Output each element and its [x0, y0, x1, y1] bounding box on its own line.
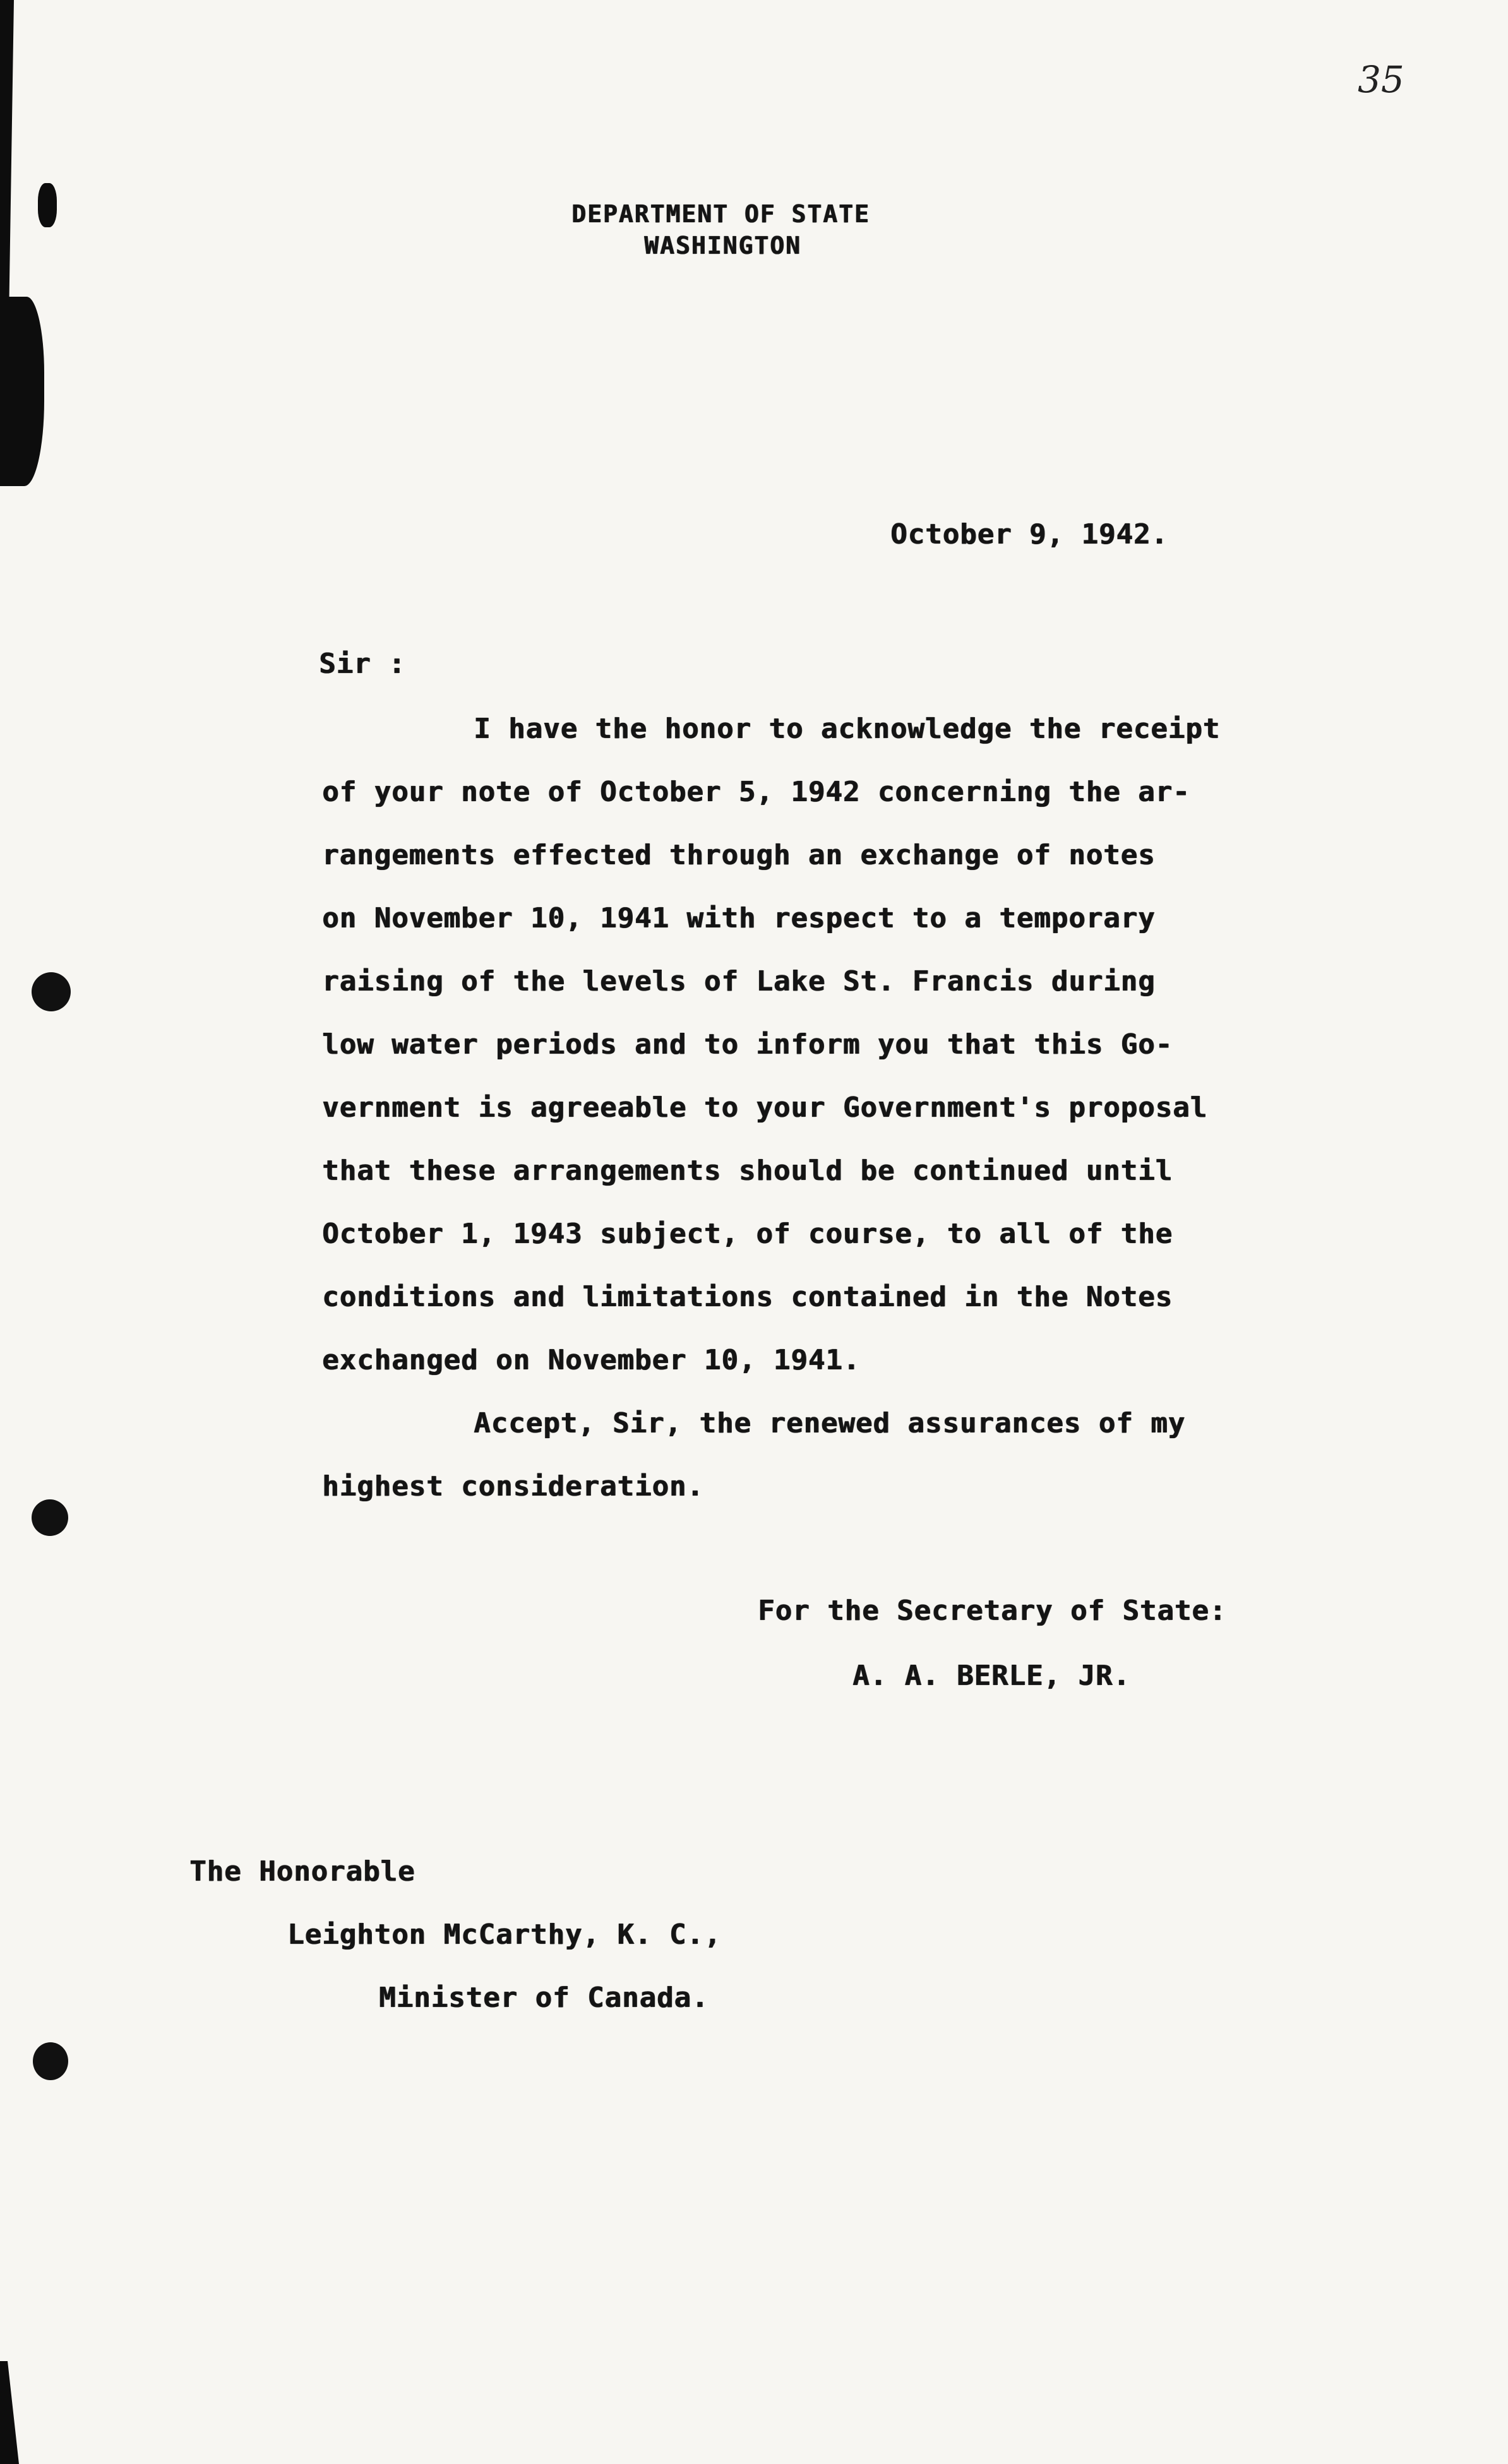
addressee-title: The Honorable [189, 1855, 416, 1888]
body-line: I have the honor to acknowledge the receipt [474, 713, 1221, 745]
punch-hole-middle [32, 1499, 68, 1536]
salutation: Sir : [319, 648, 406, 680]
closing-line: Accept, Sir, the renewed assurances of my [474, 1407, 1186, 1439]
body-line: that these arrangements should be continued until [322, 1155, 1173, 1187]
punch-hole-top [32, 972, 71, 1011]
body-line: October 1, 1943 subject, of course, to all of the [322, 1218, 1173, 1250]
addressee-position: Minister of Canada. [379, 1982, 709, 2014]
scan-edge-mark [38, 183, 57, 227]
body-line: vernment is agreeable to your Government's proposal [322, 1092, 1208, 1124]
body-line: raising of the levels of Lake St. Francis during [322, 965, 1156, 997]
body-line: exchanged on November 10, 1941. [322, 1344, 861, 1376]
handwritten-page-number: 35 [1358, 58, 1404, 101]
letterhead-department: DEPARTMENT OF STATE [571, 200, 870, 228]
body-line: low water periods and to inform you that this Go- [322, 1028, 1173, 1061]
body-line: conditions and limitations contained in the Notes [322, 1281, 1173, 1313]
scan-edge-blot [0, 297, 44, 486]
letterhead-city: WASHINGTON [644, 232, 801, 259]
addressee-name: Leighton McCarthy, K. C., [287, 1919, 722, 1951]
scan-edge-bottom [0, 2361, 19, 2464]
signature-name: A. A. BERLE, JR. [853, 1660, 1130, 1692]
closing-line: highest consideration. [322, 1470, 704, 1503]
letter-date: October 9, 1942. [890, 518, 1168, 551]
punch-hole-bottom [33, 2042, 68, 2080]
body-line: rangements effected through an exchange of notes [322, 839, 1156, 871]
signature-for: For the Secretary of State: [758, 1595, 1227, 1627]
body-line: of your note of October 5, 1942 concerning the ar- [322, 776, 1190, 808]
body-line: on November 10, 1941 with respect to a temporary [322, 902, 1156, 934]
